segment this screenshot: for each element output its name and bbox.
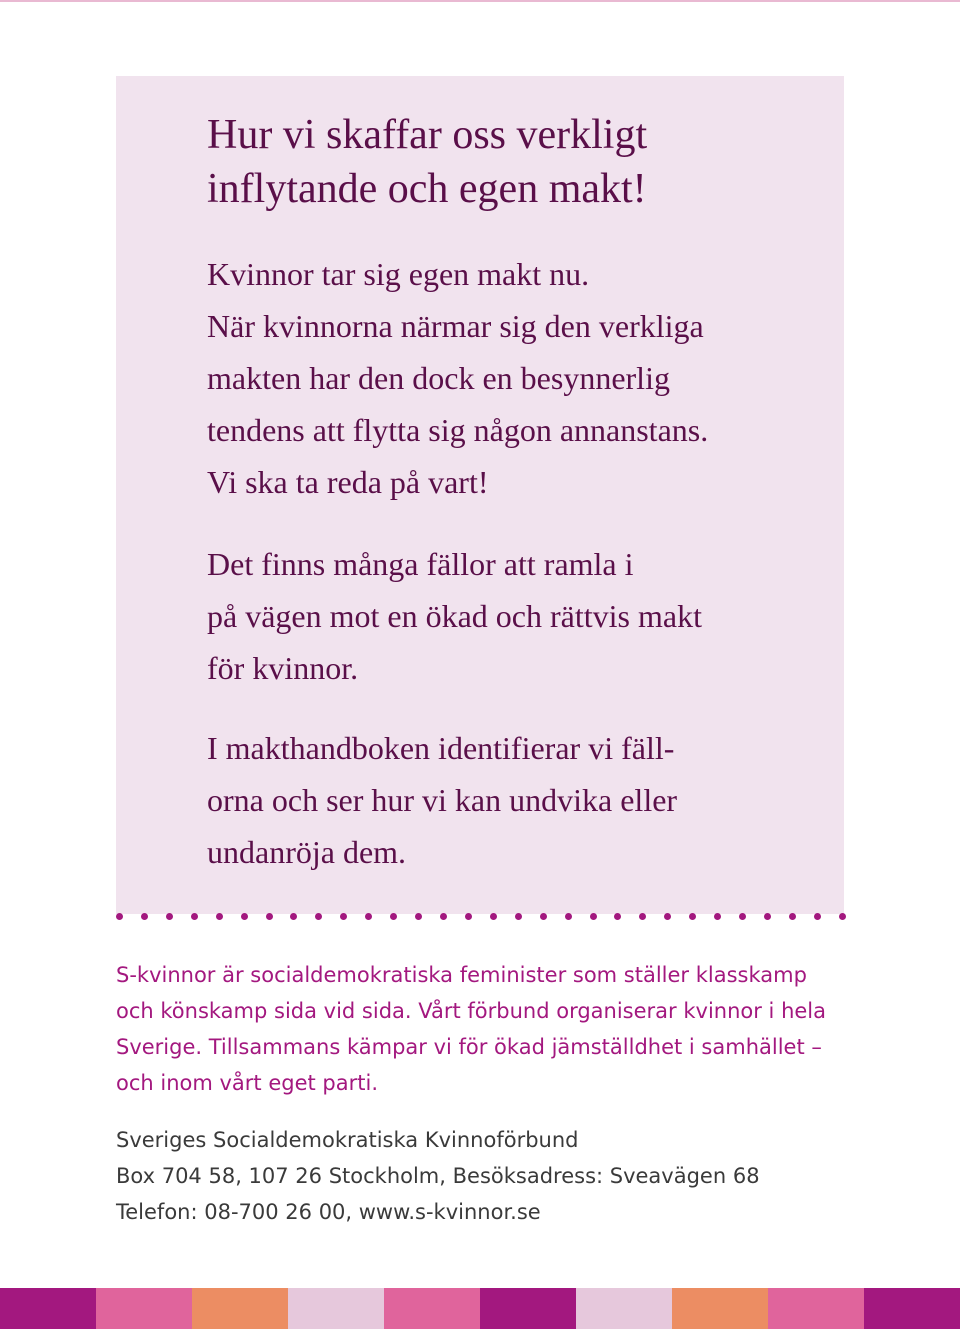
divider-dot	[216, 913, 223, 920]
divider-dot	[689, 913, 696, 920]
divider-dot	[664, 913, 671, 920]
divider-dot	[116, 913, 123, 920]
divider-dot	[590, 913, 597, 920]
title-line: inflytande och egen makt!	[207, 166, 647, 212]
color-stripe	[0, 1288, 960, 1329]
divider-dot	[465, 913, 472, 920]
stripe-segment	[96, 1288, 192, 1329]
text-line: I makthandboken identifierar vi fäll-	[207, 730, 675, 766]
divider-dot	[315, 913, 322, 920]
divider-dot	[166, 913, 173, 920]
divider-dot	[714, 913, 721, 920]
divider-dot	[540, 913, 547, 920]
divider-dot	[365, 913, 372, 920]
divider-dot	[340, 913, 347, 920]
divider-dot	[565, 913, 572, 920]
stripe-segment	[576, 1288, 672, 1329]
intro-paragraph-2	[207, 538, 702, 694]
divider-dot	[290, 913, 297, 920]
divider-dot	[639, 913, 646, 920]
stripe-segment	[672, 1288, 768, 1329]
stripe-segment	[192, 1288, 288, 1329]
stripe-segment	[768, 1288, 864, 1329]
text-line: makten har den dock en besynnerlig	[207, 360, 670, 396]
text-line: undanröja dem.	[207, 834, 407, 870]
stripe-segment	[480, 1288, 576, 1329]
divider-dot	[415, 913, 422, 920]
text-line: på vägen mot en ökad och rättvis makt	[207, 598, 702, 634]
blurb-line: och inom vårt eget parti.	[116, 1071, 378, 1095]
divider-dot	[490, 913, 497, 920]
stripe-segment	[288, 1288, 384, 1329]
intro-paragraph-1	[207, 248, 708, 508]
divider-dot	[764, 913, 771, 920]
intro-text	[207, 108, 827, 870]
divider-dot	[266, 913, 273, 920]
contact-info	[116, 1122, 876, 1230]
text-line: Vi ska ta reda på vart!	[207, 464, 489, 500]
divider-dot	[241, 913, 248, 920]
divider-dot	[390, 913, 397, 920]
divider-dot	[614, 913, 621, 920]
divider-dot	[739, 913, 746, 920]
intro-paragraph-3	[207, 722, 677, 878]
phone-and-website: Telefon: 08-700 26 00, www.s-kvinnor.se	[116, 1200, 541, 1224]
divider-dot	[839, 913, 846, 920]
top-rule	[0, 0, 960, 2]
stripe-segment	[0, 1288, 96, 1329]
text-line: tendens att flytta sig någon annanstans.	[207, 412, 709, 448]
stripe-segment	[864, 1288, 960, 1329]
blurb-line: S-kvinnor är socialdemokratiska feminister som ställer klasskamp	[116, 963, 807, 987]
organization-name: Sveriges Socialdemokratiska Kvinnoförbund	[116, 1128, 579, 1152]
divider-dot	[191, 913, 198, 920]
divider-dot	[141, 913, 148, 920]
text-line: När kvinnorna närmar sig den verkliga	[207, 308, 704, 344]
divider-dot	[789, 913, 796, 920]
dotted-divider	[116, 913, 846, 921]
divider-dot	[814, 913, 821, 920]
title-line: Hur vi skaffar oss verkligt	[207, 112, 648, 158]
text-line: orna och ser hur vi kan undvika eller	[207, 782, 678, 818]
text-line: Det finns många fällor att ramla i	[207, 546, 634, 582]
text-line: Kvinnor tar sig egen makt nu.	[207, 256, 590, 292]
organization-blurb	[116, 957, 876, 1101]
page-title	[207, 108, 827, 216]
stripe-segment	[384, 1288, 480, 1329]
blurb-line: Sverige. Tillsammans kämpar vi för ökad jämställdhet i samhället –	[116, 1035, 822, 1059]
divider-dot	[515, 913, 522, 920]
postal-address: Box 704 58, 107 26 Stockholm, Besöksadress: Sveavägen 68	[116, 1164, 760, 1188]
divider-dot	[440, 913, 447, 920]
blurb-line: och könskamp sida vid sida. Vårt förbund organiserar kvinnor i hela	[116, 999, 827, 1023]
text-line: för kvinnor.	[207, 650, 359, 686]
